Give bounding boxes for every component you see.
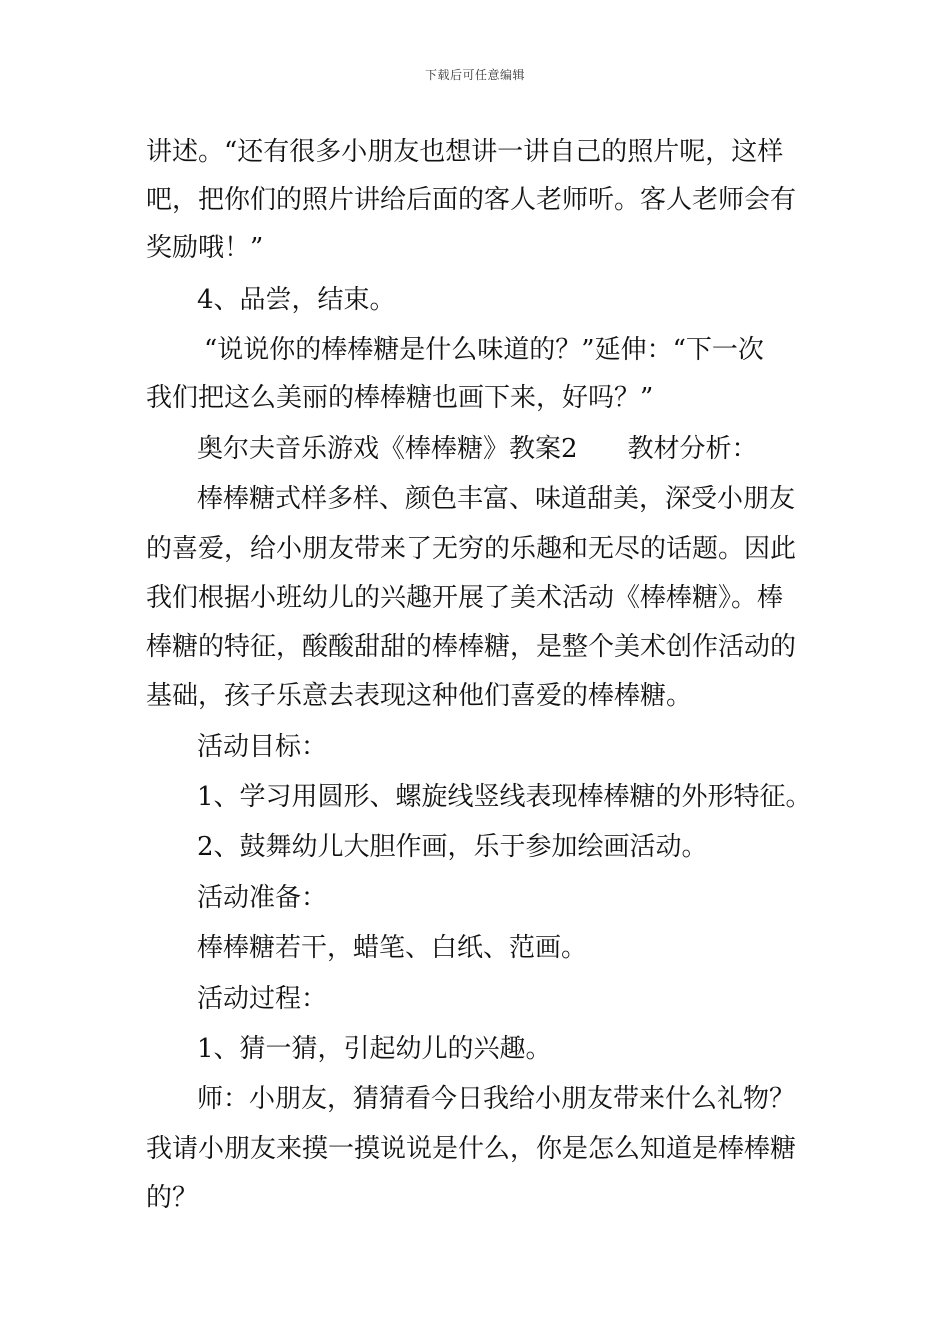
paragraph-line: 我请小朋友来摸一摸说说是什么，你是怎么知道是棒棒糖 [146,1134,797,1164]
lesson-title: 奥尔夫音乐游戏《棒棒糖》教案2 [197,434,578,464]
paragraph-line: 的喜爱，给小朋友带来了无穷的乐趣和无尽的话题。因此 [146,534,797,564]
paragraph-line: 奖励哦！” [146,233,264,263]
paragraph-line: 基础，孩子乐意去表现这种他们喜爱的棒棒糖。 [146,681,693,711]
title-line [197,432,758,466]
paragraph-line: 吧，把你们的照片讲给后面的客人老师听。客人老师会有 [146,185,797,215]
paragraph-line: 棒棒糖式样多样、颜色丰富、味道甜美，深受小朋友 [197,484,796,514]
paragraph-line: “说说你的棒棒糖是什么味道的？”延伸：“下一次 [204,335,764,365]
list-item: 1、猜一猜，引起幼儿的兴趣。 [197,1034,552,1064]
paragraph-line: 师：小朋友，猜猜看今日我给小朋友带来什么礼物？ [197,1084,796,1114]
paragraph-line: 棒糖的特征，酸酸甜甜的棒棒糖，是整个美术创作活动的 [146,632,797,662]
section-heading: 教材分析： [627,434,758,464]
page-header: 下载后可任意编辑 [424,68,525,82]
paragraph-line: 的？ [146,1183,199,1213]
paragraph-line: 棒棒糖若干，蜡笔、白纸、范画。 [197,933,588,963]
section-heading: 活动目标： [197,732,328,762]
paragraph-line: 讲述。“还有很多小朋友也想讲一讲自己的照片呢，这样 [146,137,784,167]
paragraph-line: 我们把这么美丽的棒棒糖也画下来，好吗？” [146,383,654,413]
section-heading: 活动过程： [197,984,328,1014]
list-item: 2、鼓舞幼儿大胆作画，乐于参加绘画活动。 [197,832,708,862]
section-heading: 4、品尝，结束。 [197,285,396,315]
paragraph-line: 我们根据小班幼儿的兴趣开展了美术活动《棒棒糖》。棒 [146,583,784,613]
list-item: 1、学习用圆形、螺旋线竖线表现棒棒糖的外形特征。 [197,782,812,812]
section-heading: 活动准备： [197,883,328,913]
